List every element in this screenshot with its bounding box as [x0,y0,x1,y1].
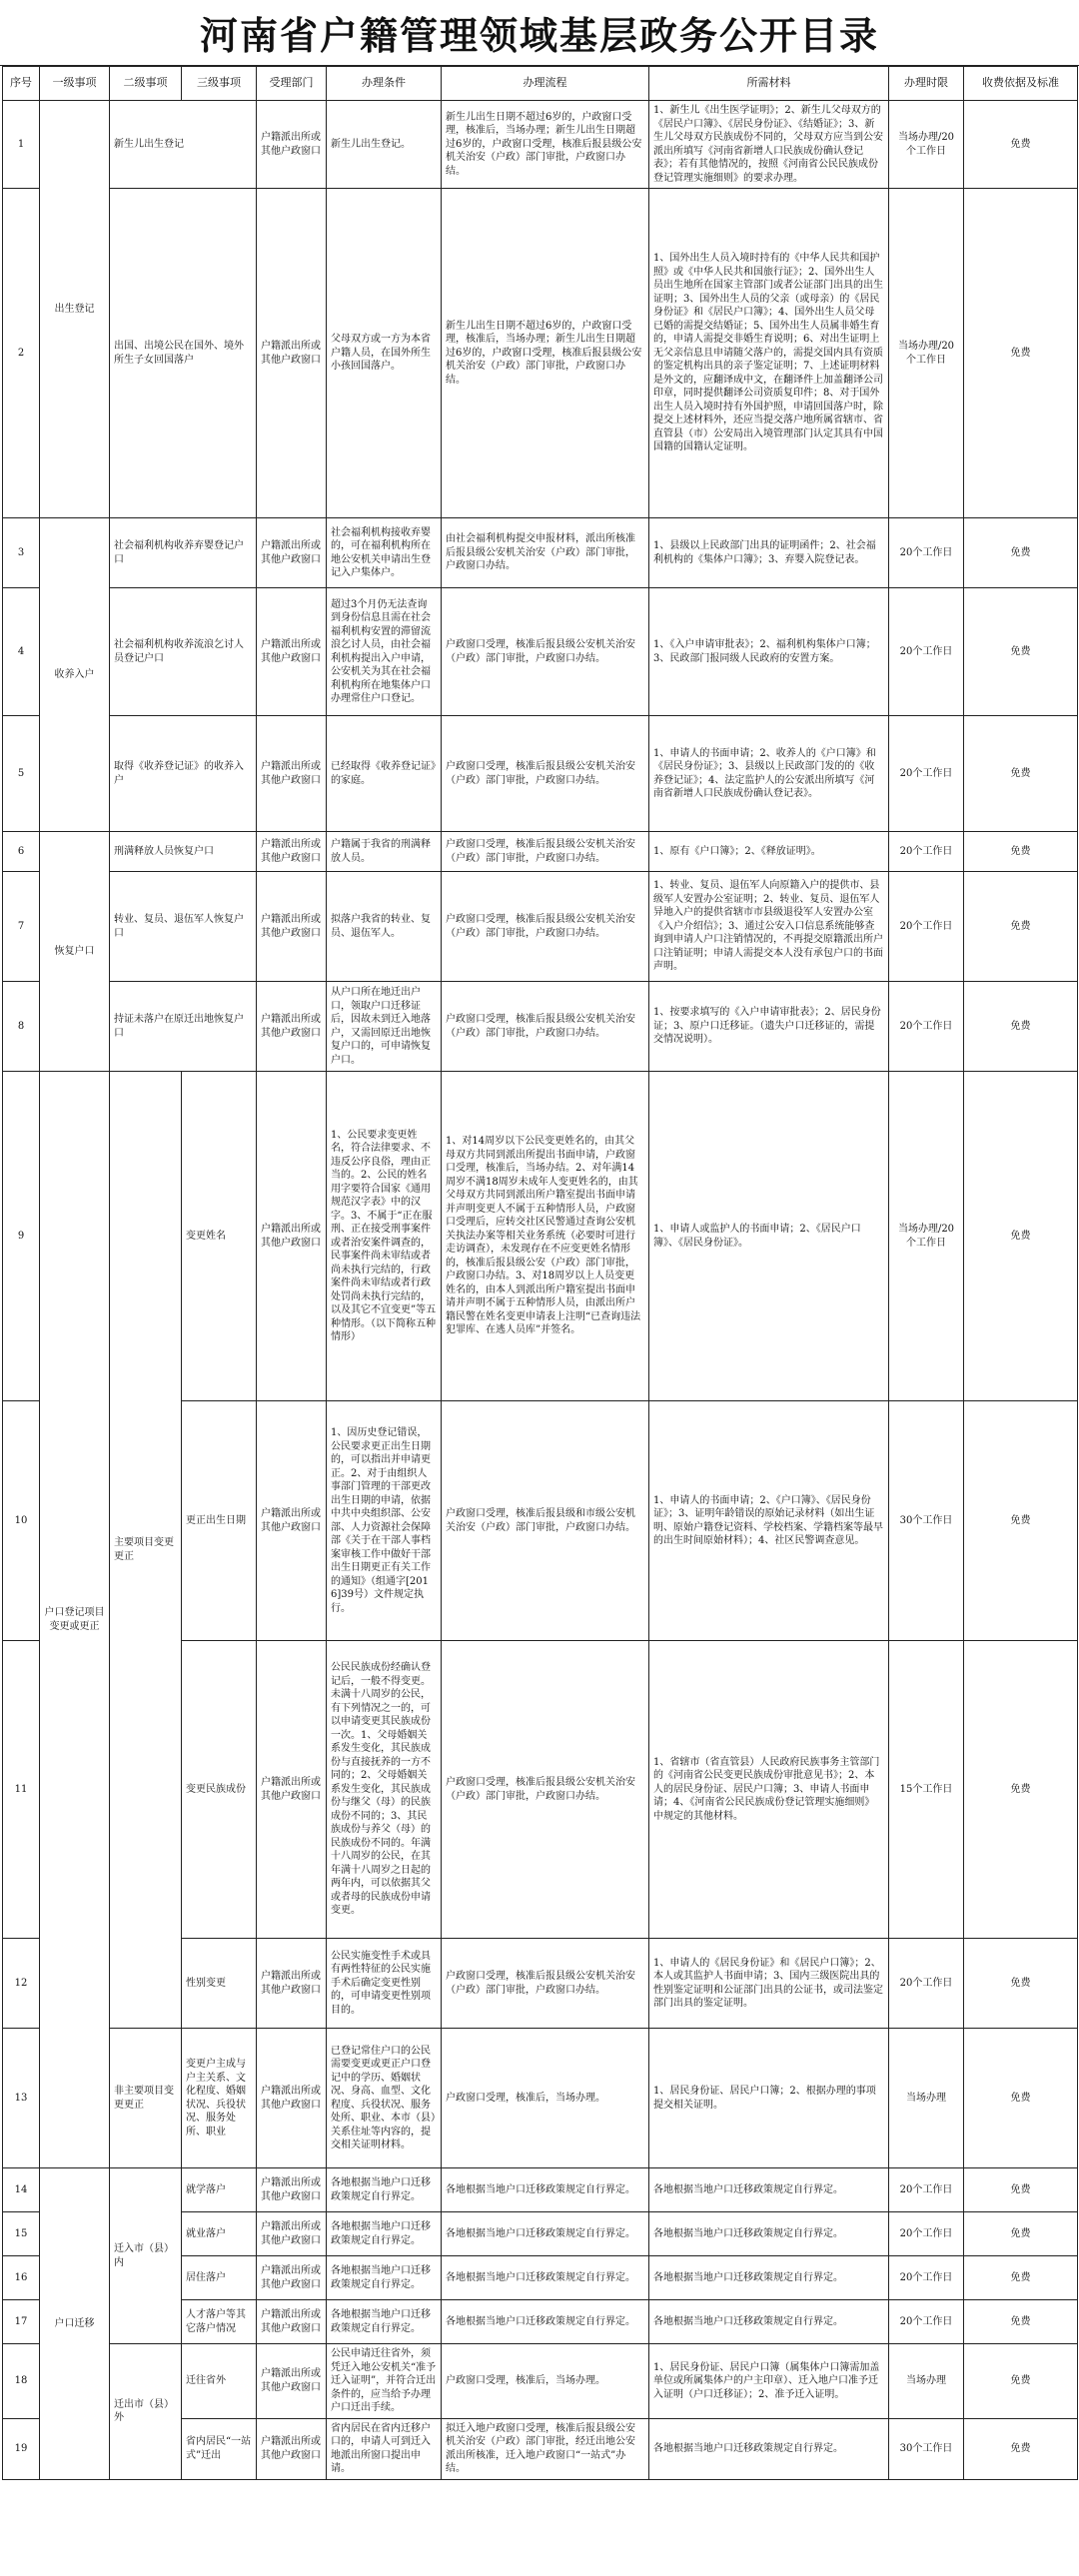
item-name: 刑满释放人员恢复户口 [110,832,257,872]
group-cell: 出生登记 [40,101,110,518]
table-row [3,2029,1078,2168]
flow-cell: 各地根据当地户口迁移政策规定自行界定。 [442,2168,649,2212]
flow-cell: 拟迁入地户政窗口受理，核准后报县级公安机关治安（户政）部门审批，经迁出地公安派出所核准，迁入地户政窗口“一站式”办结。 [442,2418,649,2479]
time-cell: 当场办理/20个工作日 [889,101,964,189]
dept-cell: 户籍派出所或其他户政窗口 [257,872,327,982]
flow-cell: 户政窗口受理，核准后报县级和市级公安机关治安（户政）部门审批，户政窗口办结。 [442,1401,649,1641]
flow-cell: 户政窗口受理，核准后报县级公安机关治安（户政）部门审批，户政窗口办结。 [442,1939,649,2029]
dept-cell: 户籍派出所或其他户政窗口 [257,716,327,832]
table-row [3,1072,1078,1401]
table-row [3,189,1078,518]
fee-cell: 免费 [964,2256,1078,2300]
flow-cell: 1、对14周岁以下公民变更姓名的，由其父母双方共同到派出所提出书面申请，户政窗口受理，核准后，当场办结。2、对年满14周岁不满18周岁未成年人变更姓名的，由其父母双方共同到派出所户籍室提出书面申请并声明变更人不属于五种情形人员，户政窗口受理后，应转交社区民警通过查询公安机关执法办案等相关业务系统（必要时可进行走访调查），未发现存在不应变更姓名情形的，核准后报县级公安（户政）部门审批，户政窗口办结。3、对18周岁以上人员变更姓名的，由本人到派出所户籍室提出书面申请并声明不属于五种情形人员，由派出所户籍民警在姓名变更申请表上注明“已查询违法犯罪库、在逃人员库”并签名。 [442,1072,649,1401]
row-number: 13 [3,2029,40,2168]
table-row [3,588,1078,716]
dept-cell: 户籍派出所或其他户政窗口 [257,518,327,588]
row-number: 11 [3,1641,40,1939]
flow-cell: 各地根据当地户口迁移政策规定自行界定。 [442,2212,649,2256]
dept-cell: 户籍派出所或其他户政窗口 [257,2418,327,2479]
condition-cell: 1、因历史登记错误，公民要求更正出生日期的，可以指出并申请更正。2、对于由组织人事部门管理的干部更改出生日期的申请，依据中共中央组织部、公安部、人力资源社会保障部《关于在干部人事档案审核工作中做好干部出生日期更正有关工作的通知》（组通字[2016]39号）文件规定执行。 [327,1401,442,1641]
dept-cell: 户籍派出所或其他户政窗口 [257,832,327,872]
item-name: 社会福利机构收养流浪乞讨人员登记户口 [110,588,257,716]
condition-cell: 公民民族成份经确认登记后，一般不得变更。未满十八周岁的公民，有下列情况之一的，可以申请变更其民族成份一次。1、父母婚姻关系发生变化，其民族成份与直接抚养的一方不同的；2、父母婚姻关系发生变化，其民族成份与继父（母）的民族成份不同的；3、其民族成份与养父（母）的民族成份不同的。年满十八周岁的公民，在其年满十八周岁之日起的两年内，可以依据其父或者母的民族成份申请变更。 [327,1641,442,1939]
item-name: 出国、出境公民在国外、境外所生子女回国落户 [110,189,257,518]
subgroup-cell: 非主要项目变更更正 [110,2029,182,2168]
row-number: 15 [3,2212,40,2256]
time-cell: 20个工作日 [889,872,964,982]
header-cell: 所需材料 [649,67,889,101]
row-number: 7 [3,872,40,982]
time-cell: 20个工作日 [889,518,964,588]
time-cell: 20个工作日 [889,832,964,872]
flow-cell: 户政窗口受理，核准后报县级公安机关治安（户政）部门审批，户政窗口办结。 [442,1641,649,1939]
dept-cell: 户籍派出所或其他户政窗口 [257,189,327,518]
materials-cell: 1、转业、复员、退伍军人向原籍入户的提供市、县级军人安置办公室证明；2、转业、复员、退伍军人异地入户的提供省辖市市县级退役军人安置办公室《入户介绍信》；3、通过公安入口信息系统能够查询到申请人户口注销情况的，不再提交原籍派出所户口注销证明；申请人需提交本人没有承包户口的书面声明。 [649,872,889,982]
subgroup-cell: 迁入市（县）内 [110,2168,182,2344]
item-name: 就学落户 [182,2168,257,2212]
page-title: 河南省户籍管理领域基层政务公开目录 [0,0,1079,66]
dept-cell: 户籍派出所或其他户政窗口 [257,2300,327,2344]
header-cell: 办理时限 [889,67,964,101]
dept-cell: 户籍派出所或其他户政窗口 [257,982,327,1072]
subgroup-cell: 迁出市（县）外 [110,2344,182,2480]
fee-cell: 免费 [964,1401,1078,1641]
time-cell: 20个工作日 [889,716,964,832]
flow-cell: 户政窗口受理，核准后报县级公安机关治安（户政）部门审批，户政窗口办结。 [442,832,649,872]
materials-cell: 各地根据当地户口迁移政策规定自行界定。 [649,2168,889,2212]
table-row [3,716,1078,832]
time-cell: 30个工作日 [889,1401,964,1641]
materials-cell: 各地根据当地户口迁移政策规定自行界定。 [649,2256,889,2300]
materials-cell: 各地根据当地户口迁移政策规定自行界定。 [649,2418,889,2479]
fee-cell: 免费 [964,1072,1078,1401]
item-name: 取得《收养登记证》的收养入户 [110,716,257,832]
dept-cell: 户籍派出所或其他户政窗口 [257,588,327,716]
fee-cell: 免费 [964,2168,1078,2212]
fee-cell: 免费 [964,716,1078,832]
condition-cell: 拟落户我省的转业、复员、退伍军人。 [327,872,442,982]
header-cell: 办理条件 [327,67,442,101]
time-cell: 30个工作日 [889,2418,964,2479]
condition-cell: 社会福利机构接收弃婴的，可在福利机构所在地公安机关申请出生登记入户集体户。 [327,518,442,588]
time-cell: 15个工作日 [889,1641,964,1939]
fee-cell: 免费 [964,2212,1078,2256]
materials-cell: 各地根据当地户口迁移政策规定自行界定。 [649,2300,889,2344]
condition-cell: 各地根据当地户口迁移政策规定自行界定。 [327,2168,442,2212]
table-row [3,832,1078,872]
fee-cell: 免费 [964,1939,1078,2029]
item-name: 变更姓名 [182,1072,257,1401]
fee-cell: 免费 [964,832,1078,872]
dept-cell: 户籍派出所或其他户政窗口 [257,2256,327,2300]
item-name: 性别变更 [182,1939,257,2029]
item-name: 社会福利机构收养弃婴登记户口 [110,518,257,588]
condition-cell: 各地根据当地户口迁移政策规定自行界定。 [327,2256,442,2300]
materials-cell: 1、《入户申请审批表》；2、福利机构集体户口簿；3、民政部门报同级人民政府的安置方案。 [649,588,889,716]
materials-cell: 1、申请人的书面申请；2、收养人的《户口簿》和《居民身份证》；3、县级以上民政部门发的的《收养登记证》；4、法定监护人的公安派出所填写《河南省新增人口民族成份确认登记表》。 [649,716,889,832]
condition-cell: 已经取得《收养登记证》的家庭。 [327,716,442,832]
materials-cell: 1、居民身份证、居民户口簿（属集体户口簿需加盖单位或所属集体户的户主印章）、迁入地户口准予迁入证明（户口迁移证）；2、准予迁入证明。 [649,2344,889,2419]
materials-cell: 1、居民身份证、居民户口簿；2、根据办理的事项提交相关证明。 [649,2029,889,2168]
fee-cell: 免费 [964,588,1078,716]
materials-cell: 各地根据当地户口迁移政策规定自行界定。 [649,2212,889,2256]
condition-cell: 各地根据当地户口迁移政策规定自行界定。 [327,2300,442,2344]
row-number: 8 [3,982,40,1072]
materials-cell: 1、国外出生人员入境时持有的《中华人民共和国护照》或《中华人民共和国旅行证》；2、国外出生人员出生地所在国家主管部门或者公证部门出具的出生证明；3、国外出生人员的父亲（或母亲）的《居民身份证》和《居民户口簿》；4、国外出生人员父母已婚的需提交结婚证；5、国外出生人员属非婚生育的，申请人需提交非婚生育说明；6、对出生证明上无父亲信息且申请随父落户的，需提交国内具有资质的鉴定机构出具的亲子鉴定证明；7、上述证明材料是外文的，应翻译成中文，在翻译件上加盖翻译公司印章，同时提供翻译公司资质复印件；8、对于国外出生人员入境时持有外国护照，申请回国落户时，除提交上述材料外，还应当提交落户地所属省辖市、省直管县（市）公安局出入境管理部门认定其具有中国国籍的国籍认定证明。 [649,189,889,518]
condition-cell: 从户口所在地迁出户口，领取户口迁移证后，因故未到迁入地落户，又需回原迁出地恢复户口的，可申请恢复户口。 [327,982,442,1072]
time-cell: 20个工作日 [889,2212,964,2256]
flow-cell: 户政窗口受理，核准后，当场办理。 [442,2344,649,2419]
item-name: 变更户主成与户主关系、文化程度、婚姻状况、兵役状况、服务处所、职业 [182,2029,257,2168]
flow-cell: 各地根据当地户口迁移政策规定自行界定。 [442,2300,649,2344]
time-cell: 20个工作日 [889,982,964,1072]
flow-cell: 户政窗口受理，核准后，当场办理。 [442,2029,649,2168]
dept-cell: 户籍派出所或其他户政窗口 [257,2344,327,2419]
flow-cell: 户政窗口受理，核准后报县级公安机关治安（户政）部门审批，户政窗口办结。 [442,982,649,1072]
header-cell: 办理流程 [442,67,649,101]
row-number: 19 [3,2418,40,2479]
item-name: 变更民族成份 [182,1641,257,1939]
row-number: 16 [3,2256,40,2300]
table-row [3,2344,1078,2419]
header-row [3,67,1078,101]
group-cell: 恢复户口 [40,832,110,1072]
item-name: 省内居民“一站式”迁出 [182,2418,257,2479]
time-cell: 20个工作日 [889,2300,964,2344]
materials-cell: 1、申请人或监护人的书面申请；2、《居民户口簿》、《居民身份证》。 [649,1072,889,1401]
row-number: 4 [3,588,40,716]
condition-cell: 已登记常住户口的公民需要变更或更正户口登记中的学历、婚姻状况、身高、血型、文化程度、兵役状况、服务处所、职业、本市（县）关系住址等内容的，提交相关证明材料。 [327,2029,442,2168]
item-name: 人才落户等其它落户情况 [182,2300,257,2344]
fee-cell: 免费 [964,1641,1078,1939]
condition-cell: 新生儿出生登记。 [327,101,442,189]
dept-cell: 户籍派出所或其他户政窗口 [257,2212,327,2256]
row-number: 3 [3,518,40,588]
condition-cell: 户籍属于我省的刑满释放人员。 [327,832,442,872]
header-cell: 收费依据及标准 [964,67,1078,101]
group-cell: 收养入户 [40,518,110,832]
fee-cell: 免费 [964,2418,1078,2479]
materials-cell: 1、申请人的书面申请；2、《户口簿》、《居民身份证》；3、证明年龄错误的原始记录材料（如出生证明、原始户籍登记资料、学校档案、学籍档案等最早的出生时间原始材料）；4、社区民警调查意见。 [649,1401,889,1641]
condition-cell: 公民实施变性手术或具有两性特征的公民实施手术后确定变更性别的，可申请变更性别项目的。 [327,1939,442,2029]
fee-cell: 免费 [964,101,1078,189]
row-number: 10 [3,1401,40,1641]
condition-cell: 各地根据当地户口迁移政策规定自行界定。 [327,2212,442,2256]
time-cell: 当场办理/20个工作日 [889,1072,964,1401]
table-row [3,872,1078,982]
fee-cell: 免费 [964,189,1078,518]
time-cell: 20个工作日 [889,2168,964,2212]
materials-cell: 1、县级以上民政部门出具的证明函件；2、社会福利机构的《集体户口簿》；3、弃婴入院登记表。 [649,518,889,588]
dept-cell: 户籍派出所或其他户政窗口 [257,2168,327,2212]
catalog-table [2,66,1078,2480]
flow-cell: 由社会福利机构提交申报材料，派出所核准后报县级公安机关治安（户政）部门审批，户政窗口办结。 [442,518,649,588]
fee-cell: 免费 [964,2344,1078,2419]
item-name: 就业落户 [182,2212,257,2256]
flow-cell: 户政窗口受理，核准后报县级公安机关治安（户政）部门审批，户政窗口办结。 [442,588,649,716]
row-number: 6 [3,832,40,872]
dept-cell: 户籍派出所或其他户政窗口 [257,1939,327,2029]
table-row [3,2168,1078,2212]
materials-cell: 1、省辖市（省直管县）人民政府民族事务主管部门的《河南省公民变更民族成份审批意见书》；2、本人的居民身份证、居民户口簿；3、申请人书面申请；4、《河南省公民民族成份登记管理实施细则》中规定的其他材料。 [649,1641,889,1939]
table-row [3,518,1078,588]
condition-cell: 1、公民要求变更姓名，符合法律要求、不违反公序良俗，理由正当的。2、公民的姓名用字要符合国家《通用规范汉字表》中的汉字。3、不属于“正在服刑、正在接受刑事案件或者治安案件调查的，民事案件尚未审结或者尚未执行完结的，行政案件尚未审结或者行政处罚尚未执行完结的，以及其它不宜变更”等五种情形。（以下简称五种情形） [327,1072,442,1401]
header-cell: 三级事项 [182,67,257,101]
group-cell: 户口登记项目变更或更正 [40,1072,110,2168]
flow-cell: 新生儿出生日期不超过6岁的，户政窗口受理，核准后，当场办理；新生儿出生日期超过6岁的，户政窗口受理，核准后报县级公安机关治安（户政）部门审批，户政窗口办结。 [442,101,649,189]
row-number: 12 [3,1939,40,2029]
dept-cell: 户籍派出所或其他户政窗口 [257,1072,327,1401]
flow-cell: 户政窗口受理，核准后报县级公安机关治安（户政）部门审批，户政窗口办结。 [442,872,649,982]
row-number: 14 [3,2168,40,2212]
item-name: 转业、复员、退伍军人恢复户口 [110,872,257,982]
fee-cell: 免费 [964,518,1078,588]
materials-cell: 1、申请人的《居民身份证》和《居民户口簿》；2、本人或其监护人书面申请；3、国内三级医院出具的性别鉴定证明和公证部门出具的公证书，或司法鉴定部门出具的鉴定证明。 [649,1939,889,2029]
fee-cell: 免费 [964,982,1078,1072]
table-row [3,101,1078,189]
condition-cell: 父母双方或一方为本省户籍人员，在国外所生小孩回国落户。 [327,189,442,518]
item-name: 更正出生日期 [182,1401,257,1641]
row-number: 18 [3,2344,40,2419]
flow-cell: 户政窗口受理，核准后报县级公安机关治安（户政）部门审批，户政窗口办结。 [442,716,649,832]
row-number: 5 [3,716,40,832]
header-cell: 二级事项 [110,67,182,101]
item-name: 迁往省外 [182,2344,257,2419]
time-cell: 20个工作日 [889,1939,964,2029]
row-number: 9 [3,1072,40,1401]
row-number: 17 [3,2300,40,2344]
time-cell: 20个工作日 [889,2256,964,2300]
materials-cell: 1、按要求填写的《入户申请审批表》；2、居民身份证；3、原户口迁移证。（遗失户口迁移证的，需提交情况说明）。 [649,982,889,1072]
fee-cell: 免费 [964,2029,1078,2168]
fee-cell: 免费 [964,2300,1078,2344]
time-cell: 当场办理 [889,2344,964,2419]
item-name: 居住落户 [182,2256,257,2300]
materials-cell: 1、原有《户口簿》；2、《释放证明》。 [649,832,889,872]
dept-cell: 户籍派出所或其他户政窗口 [257,101,327,189]
group-cell: 户口迁移 [40,2168,110,2480]
row-number: 1 [3,101,40,189]
condition-cell: 公民申请迁往省外，须凭迁入地公安机关“准予迁入证明”，并符合迁出条件的，应当给予办理户口迁出手续。 [327,2344,442,2419]
time-cell: 当场办理 [889,2029,964,2168]
dept-cell: 户籍派出所或其他户政窗口 [257,1401,327,1641]
fee-cell: 免费 [964,872,1078,982]
item-name: 新生儿出生登记 [110,101,257,189]
flow-cell: 各地根据当地户口迁移政策规定自行界定。 [442,2256,649,2300]
flow-cell: 新生儿出生日期不超过6岁的，户政窗口受理，核准后，当场办理；新生儿出生日期超过6岁的，户政窗口受理，核准后报县级公安机关治安（户政）部门审批，户政窗口办结。 [442,189,649,518]
header-cell: 序号 [3,67,40,101]
condition-cell: 省内居民在省内迁移户口的，申请人可到迁入地派出所窗口提出申请。 [327,2418,442,2479]
row-number: 2 [3,189,40,518]
dept-cell: 户籍派出所或其他户政窗口 [257,1641,327,1939]
table-row [3,982,1078,1072]
time-cell: 20个工作日 [889,588,964,716]
header-cell: 受理部门 [257,67,327,101]
materials-cell: 1、新生儿《出生医学证明》；2、新生儿父母双方的《居民户口簿》、《居民身份证》、《结婚证》；3、新生儿父母双方民族成份不同的，父母双方应当到公安派出所填写《河南省新增人口民族成份确认登记表》；若有其他情况的，按照《河南省公民民族成份登记管理实施细则》的要求办理。 [649,101,889,189]
time-cell: 当场办理/20个工作日 [889,189,964,518]
condition-cell: 超过3个月仍无法查询到身份信息且需在社会福利机构安置的滞留流浪乞讨人员，由社会福利机构提出入户申请，公安机关为其在社会福利机构所在地集体户口办理常住户口登记。 [327,588,442,716]
item-name: 持证未落户在原迁出地恢复户口 [110,982,257,1072]
subgroup-cell: 主要项目变更更正 [110,1072,182,2029]
dept-cell: 户籍派出所或其他户政窗口 [257,2029,327,2168]
header-cell: 一级事项 [40,67,110,101]
